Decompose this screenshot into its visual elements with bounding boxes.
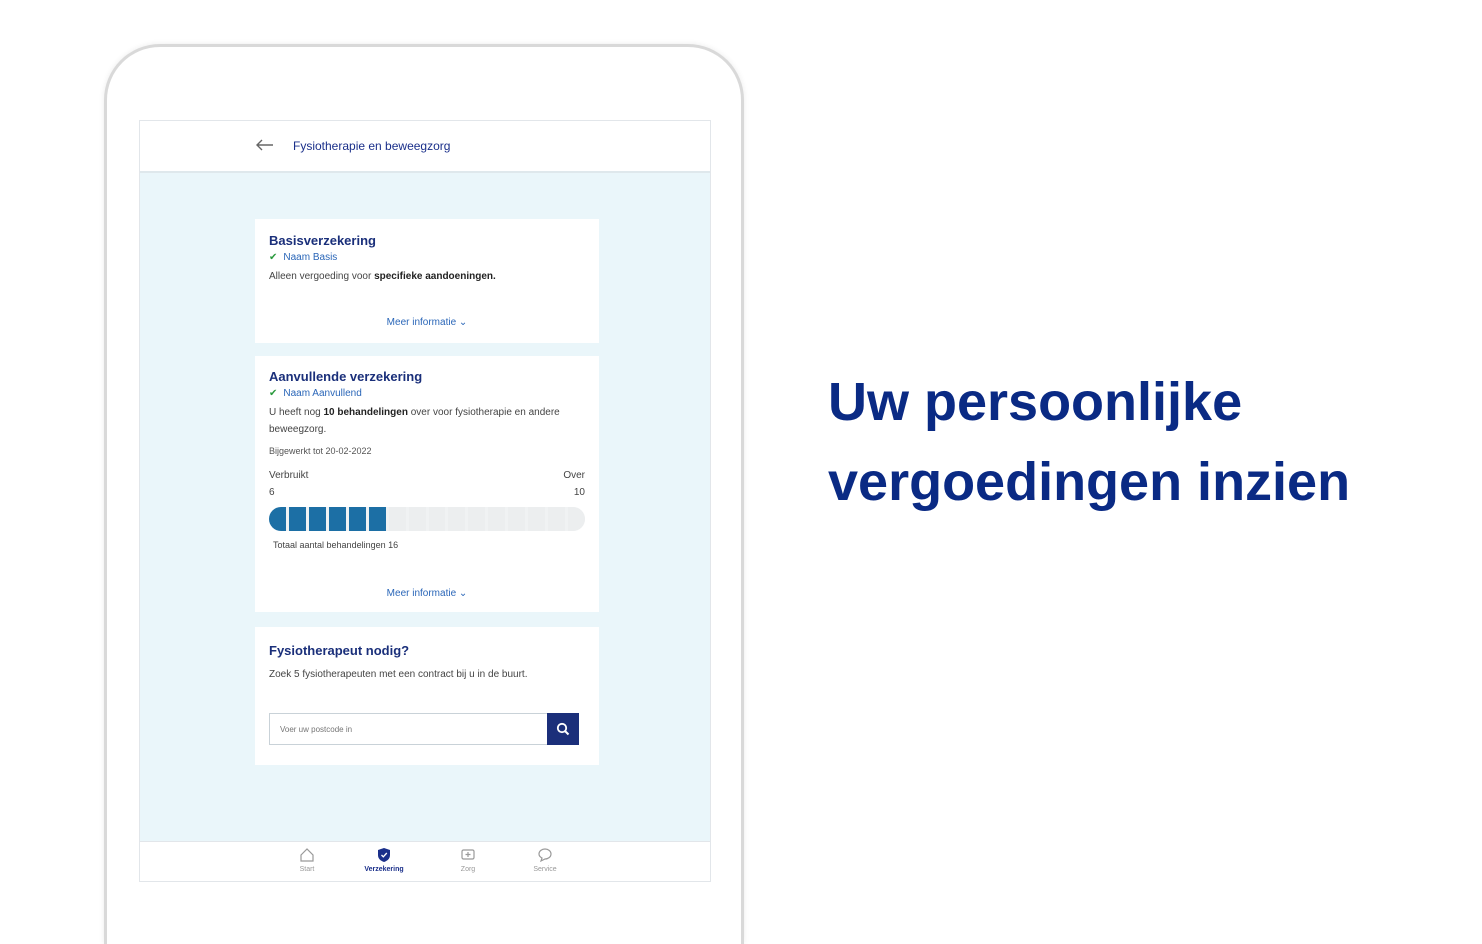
nav-item-zorg[interactable] <box>438 846 498 873</box>
search-button[interactable] <box>547 713 579 745</box>
finder-card-text: Zoek 5 fysiotherapeuten met een contract bij u in de buurt. <box>269 669 528 680</box>
supplementary-card-text <box>269 404 585 438</box>
basic-plan-name: Naam Basis <box>283 252 338 263</box>
basic-insurance-card <box>255 219 599 343</box>
chevron-down-icon: ⌄ <box>458 588 468 599</box>
remaining-label: Over <box>563 470 585 481</box>
meter-segment <box>309 507 326 531</box>
bottom-navigation <box>140 841 710 881</box>
promo-headline <box>828 362 1350 522</box>
headline-line-1: Uw persoonlijke <box>828 372 1243 432</box>
nav-label: Start <box>299 866 315 873</box>
meter-segment <box>329 507 346 531</box>
nav-label: Verzekering <box>364 866 404 873</box>
basic-card-text <box>269 268 585 285</box>
used-value: 6 <box>269 487 275 498</box>
used-label: Verbruikt <box>269 470 309 481</box>
meter-labels <box>269 470 585 481</box>
meter-segment <box>349 507 366 531</box>
physio-finder-card <box>255 627 599 765</box>
meter-segment <box>369 507 386 531</box>
headline-line-2: vergoedingen inzien <box>828 452 1351 512</box>
check-icon: ✔ <box>269 388 278 399</box>
home-icon <box>298 846 316 864</box>
meter-segment <box>508 507 525 531</box>
supp-text-prefix: U heeft nog <box>269 407 324 418</box>
meter-segment <box>548 507 565 531</box>
nav-label: Zorg <box>460 866 476 873</box>
meter-values <box>269 487 585 498</box>
supp-more-info-label: Meer informatie <box>386 588 457 599</box>
postcode-input[interactable] <box>278 714 552 744</box>
app-screen <box>139 120 711 882</box>
meter-segment <box>409 507 426 531</box>
basic-more-info-link[interactable] <box>255 317 599 328</box>
nav-item-verzekering[interactable] <box>354 846 414 873</box>
meter-segment <box>488 507 505 531</box>
meter-segment <box>448 507 465 531</box>
nav-item-start[interactable] <box>277 846 337 873</box>
meter-segment <box>528 507 545 531</box>
basic-card-title: Basisverzekering <box>269 233 376 248</box>
treatment-meter <box>269 507 585 531</box>
supplementary-card-title: Aanvullende verzekering <box>269 369 423 384</box>
page-title: Fysiotherapie en beweegzorg <box>293 139 451 153</box>
app-bar <box>140 121 710 173</box>
supplementary-plan-name: Naam Aanvullend <box>283 388 362 399</box>
basic-plan <box>269 252 585 263</box>
updated-date: Bijgewerkt tot 20-02-2022 <box>269 446 372 456</box>
nav-label: Service <box>533 866 557 873</box>
meter-segment <box>568 507 585 531</box>
shield-icon <box>375 846 393 864</box>
meter-segment <box>429 507 446 531</box>
nav-item-service[interactable] <box>515 846 575 873</box>
search-icon <box>556 722 570 736</box>
chevron-down-icon: ⌄ <box>458 317 468 328</box>
supp-text-suffix: over voor fysiotherapie en andere beweegzorg. <box>269 407 560 435</box>
basic-text-bold: specifieke aandoeningen. <box>374 271 496 282</box>
check-icon: ✔ <box>269 252 278 263</box>
meter-segment <box>289 507 306 531</box>
meter-segment <box>389 507 406 531</box>
supplementary-more-info-link[interactable] <box>255 588 599 599</box>
basic-more-info-label: Meer informatie <box>386 317 457 328</box>
meter-segment <box>468 507 485 531</box>
supp-text-bold: 10 behandelingen <box>323 407 408 418</box>
supplementary-plan <box>269 388 585 399</box>
care-icon <box>459 846 477 864</box>
postcode-search <box>269 713 579 745</box>
chat-icon <box>536 846 554 864</box>
remaining-value: 10 <box>573 487 585 498</box>
meter-segment <box>269 507 286 531</box>
back-arrow-icon[interactable] <box>254 137 274 153</box>
finder-card-title: Fysiotherapeut nodig? <box>269 643 410 658</box>
total-treatments: Totaal aantal behandelingen 16 <box>273 540 399 550</box>
supplementary-insurance-card <box>255 356 599 612</box>
basic-text-prefix: Alleen vergoeding voor <box>269 271 375 282</box>
